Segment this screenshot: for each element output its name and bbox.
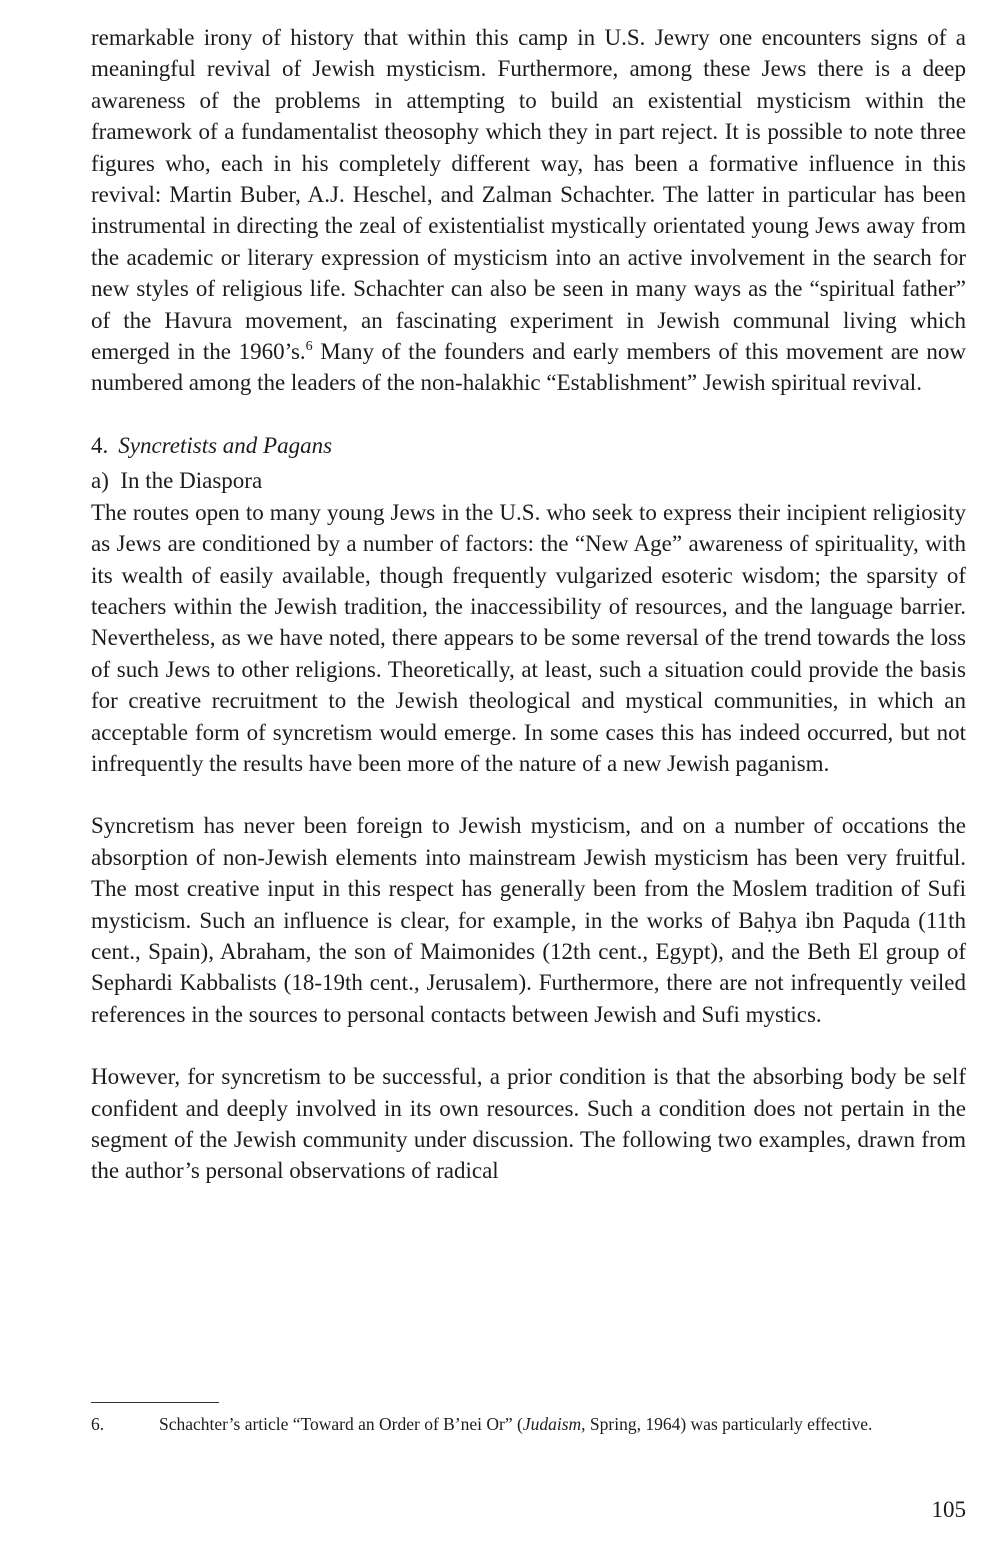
page-number: 105: [931, 1497, 966, 1522]
footnote-divider: [91, 1402, 219, 1403]
paragraph-gap: [91, 399, 966, 430]
footnote-journal: Judaism,: [522, 1414, 586, 1434]
footnote-text-before: Schachter’s article “Toward an Order of B’nei Or” (: [159, 1414, 523, 1434]
section-title: Syncretists and Pagans: [118, 432, 333, 458]
paragraph-1-tail: Many of the founders and early members of this movement are now numbered among the leaders of the non-halakhic “Establishment” Jewish spiritual revival.: [91, 339, 966, 396]
paragraph-2: The routes open to many young Jews in the U.S. who seek to express their incipient religiosity as Jews are conditioned by a number of factors: the “New Age” awareness of spirituality, with its wealth of easily available, though frequently vulgarized esoteric wisdom; the sparsity of teachers within the Jewish tradition, the inaccessibility of resources, and the language barrier. Nevertheless, as we have noted, there appears to be some reversal of the trend towards the loss of such Jews to other religions. Theoretically, at least, such a situation could provide the basis for creative recruitment to the Jewish theological and mystical communities, in which an acceptable form of syncretism would emerge. In some cases this has indeed occurred, but not infrequently the results have been more of the nature of a new Jewish paganism.: [91, 499, 966, 776]
page-body: [91, 22, 966, 1187]
subsection-heading: a) In the Diaspora: [91, 468, 263, 494]
section-number: 4.: [91, 432, 109, 458]
paragraph-1-text: remarkable irony of history that within this camp in U.S. Jewry one encounters signs of a meaningful revival of Jewish mysticism. Furthermore, among these Jews there is a deep awareness of the problems in attempting to build an existential mysticism within the framework of a fundamentalist theosophy which they in part reject. It is possible to note three figures who, each in his completely different way, has been a formative influence in this revival: Martin Buber, A.J. Heschel, and Zalman Schachter. The latter in particular has been instrumental in directing the zeal of existentialist mystically orientated young Jews away from the academic or literary expression of mysticism into an active involvement in the search for new styles of religious life. Schachter can also be seen in many ways as the “spiritual father” of the Havura movement, an fascinating experiment in Jewish communal living which emerged in the 1960’s.: [91, 25, 966, 365]
paragraph-gap: [91, 1030, 966, 1061]
paragraph-4: However, for syncretism to be successful, a prior condition is that the absorbing body be self confident and deeply involved in its own resources. Such a condition does not pertain in the segment of the Jewish community under discussion. The following two examples, drawn from the author’s personal observations of radical: [91, 1064, 966, 1184]
footnote-reference[interactable]: 6: [305, 339, 313, 355]
footnote-text-after: Spring, 1964) was particularly effective.: [585, 1414, 873, 1434]
section-heading: [91, 430, 966, 461]
paragraph-1: [91, 22, 966, 399]
footnote-number: 6.: [91, 1414, 105, 1434]
footnote: [91, 1412, 966, 1437]
paragraph-3: Syncretism has never been foreign to Jewish mysticism, and on a number of occations the absorption of non-Jewish elements into mainstream Jewish mysticism has been very fruitful. The most creative input in this respect has generally been from the Moslem tradition of Sufi mysticism. Such an influence is clear, for example, in the works of Baḥya ibn Paquda (11th cent., Spain), Abraham, the son of Maimonides (12th cent., Egypt), and the Beth El group of Sephardi Kabbalists (18-19th cent., Jerusalem). Furthermore, there are not infrequently veiled references in the sources to personal contacts between Jewish and Sufi mystics.: [91, 813, 966, 1027]
paragraph-gap: [91, 779, 966, 810]
